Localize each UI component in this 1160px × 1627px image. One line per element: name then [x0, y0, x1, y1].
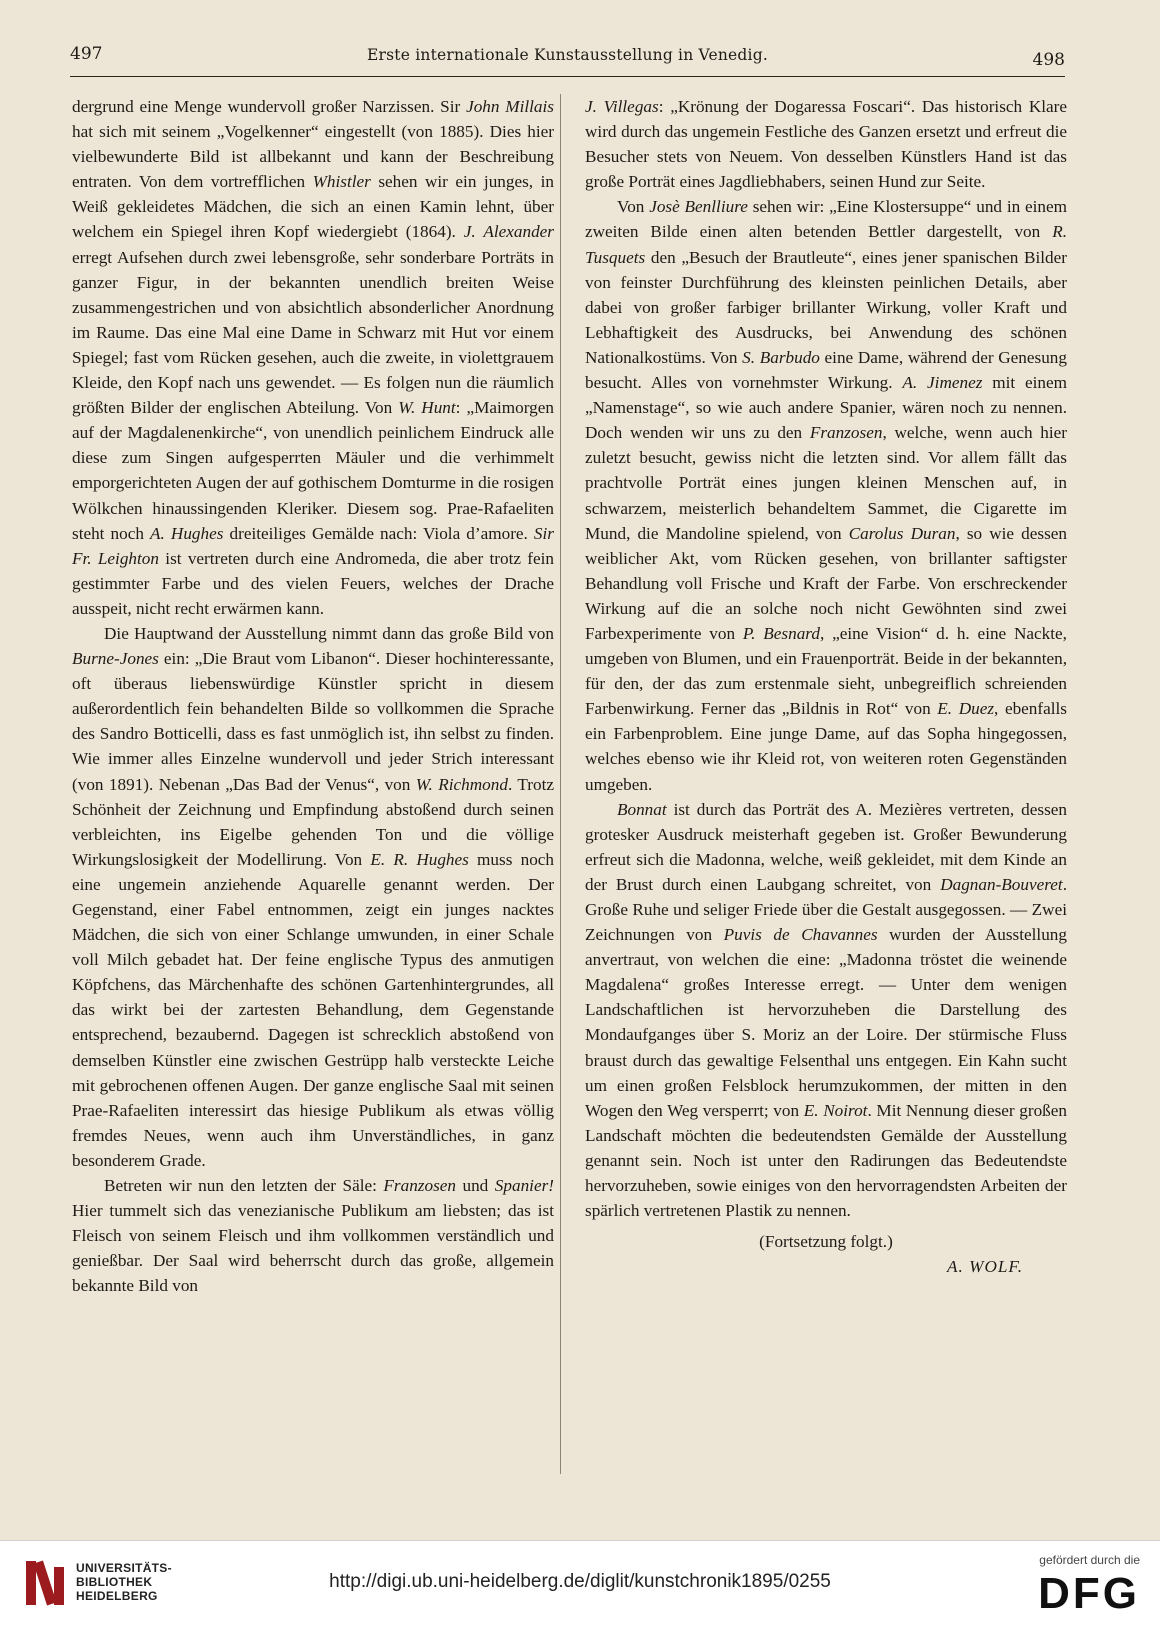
footer-bar: [0, 1540, 1160, 1627]
continuation-note: (Fortsetzung folgt.): [759, 1232, 893, 1252]
right-paragraph-3: Bonnat ist durch das Porträt des A. Mezières vertreten, dessen grotesker Ausdruck meisterhaft gegeben ist. Großer Bewunderung erfreut sich die Madonna, welche, weiß gekleidet, mit dem Kinde an der Brust durch einen Laubgang schreitet, von Dagnan-Bouveret. Große Ruhe und seliger Friede über die Gestalt ausgegossen. — Zwei Zeichnungen von Puvis de Chavannes wurden der Ausstellung anvertraut, von welchen die eine: „Madonna tröstet die weinende Magdalena“ großes Interesse erregt. — Unter dem wenigen Landschaftlichen ist hervorzuheben die Darstellung des Mondaufganges über S. Moriz an der Loire. Der stürmische Fluss braust durch das gewaltige Felsenthal uns entgegen. Ein Kahn sucht um einen großen Felsblock herumzukommen, der mitten in den Wogen den Weg versperrt; von E. Noirot. Mit Nennung dieser großen Landschaft möchten die bedeutendsten Gemälde der Ausstellung genannt sein. Noch ist unter den Radirungen das Bedeutendste hervorzuheben, sowie einiges von den hervorragendsten Arbeiten der spärlich vertretenen Plastik zu nennen.: [585, 799, 1067, 1221]
library-name: UNIVERSITÄTS- BIBLIOTHEK HEIDELBERG: [76, 1561, 172, 1603]
permalink-url[interactable]: http://digi.ub.uni-heidelberg.de/diglit/kunstchronik1895/0255: [329, 1571, 831, 1592]
column-divider: [560, 94, 561, 1474]
left-column: [72, 94, 554, 1299]
running-title: Erste internationale Kunstausstellung in Venedig.: [367, 46, 768, 64]
right-column: [585, 94, 1067, 1279]
funded-by-label: gefördert durch die: [1039, 1553, 1140, 1567]
right-page-number: 498: [1032, 50, 1065, 70]
right-paragraph-2: Von Josè Benlliure sehen wir: „Eine Klostersuppe“ und in einem zweiten Bilde einen alten betenden Bettler dargestellt, von R. Tusquets den „Besuch der Brautleute“, eines jener spanischen Bilder von feinster Durchführung des kleinsten peinlichen Details, aber dabei von großer farbiger brillanter Wirkung, voller Kraft und Lebhaftigkeit des Ausdrucks, bei Anwendung des schönen Nationalkostüms. Von S. Barbudo eine Dame, während der Genesung besucht. Alles von vornehmster Wirkung. A. Jimenez mit einem „Namenstage“, so wie auch andere Spanier, wären noch zu nennen. Doch wenden wir uns zu den Franzosen, welche, wenn auch hier zuletzt besucht, gewiss nicht die letzten sind. Vor allem fällt das prachtvolle Porträt eines jungen kleinen Menschen auf, in schwarzem, meisterlich behandeltem Sammet, die Cigarette im Mund, die Mandoline spielend, von Carolus Duran, so wie dessen weiblicher Akt, vom Rücken gesehen, von brillanter saftigster Behandlung voll Frische und Kraft der Farbe. Von erschreckender Wirkung auf die an solche noch nicht Gewöhnten sind zwei Farbexperimente von P. Besnard, „eine Vision“ d. h. eine Nackte, umgeben von Blumen, und ein Frauenporträt. Beide in der bekannten, für den, der das zum erstenmale sieht, unbegreiflich schreienden Farbenwirkung. Ferner das „Bildnis in Rot“ von E. Duez, ebenfalls ein Farbenproblem. Eine junge Dame, auf das Sopha hingegossen, welches ebenso wie ihr Kleid rot, von weiteren roten Gegenständen umgeben.: [585, 197, 1068, 794]
right-paragraph-1: J. Villegas: „Krönung der Dogaressa Foscari“. Das historisch Klare wird durch das ungemein Festliche des Ganzen ersetzt und erfreut die Besucher stets von Neuem. Von desselben Künstlers Hand ist das große Porträt eines Jagdliebhabers, seinen Hund zur Seite.: [585, 97, 1067, 192]
left-page-number: 497: [70, 44, 103, 64]
right-column-paragraphs: [585, 94, 1067, 1223]
left-paragraph-3: Betreten wir nun den letzten der Säle: Franzosen und Spanier! Hier tummelt sich das venezianische Publikum am liebsten; das ist Fleisch von seinem Fleisch und ihm vollkommen verständlich und genießbar. Der Saal wird beherrscht durch das große, allgemein bekannte Bild von: [72, 1176, 554, 1296]
dfg-logo: DFG: [1038, 1569, 1140, 1618]
left-paragraph-2: Die Hauptwand der Ausstellung nimmt dann das große Bild von Burne-Jones ein: „Die Braut vom Libanon“. Dieser hochinteressante, oft überaus liebenswürdige Künstler spricht in diesem außerordentlich fein behandelten Bilde so vollkommen die Sprache des Sandro Botticelli, dass es fast unmöglich ist, ihn selbst zu finden. Wie immer alles Einzelne wundervoll und jeder Strich interessant (von 1891). Nebenan „Das Bad der Venus“, von W. Richmond. Trotz Schönheit der Zeichnung und Empfindung abstoßend durch seinen verbleichten, ins Eigelbe gehenden Ton und die völlige Wirkungslosigkeit der Modellirung. Von E. R. Hughes muss noch eine ungemein anziehende Aquarelle genannt werden. Der Gegenstand, einer Fabel entnommen, zeigt ein junges nacktes Mädchen, die sich von einer Schlange umwunden, in einer Schale voll Milch gebadet hat. Der feine englische Typus des anmutigen Köpfchens, das Märchenhafte des schönen Gartenhintergrundes, all das wirkt bei der zartesten Behandlung, dem Gegenstande entsprechend, bezaubernd. Dagegen ist schrecklich abstoßend von demselben Künstler eine zwischen Gestrüpp halb versteckte Leiche mit gebrochenen offenen Augen. Der ganze englische Saal mit seinen Prae-Rafaeliten interessirt das hiesige Publikum als etwas völlig fremdes Neues, wenn auch ihm Unverständliches, in ganz besonderem Grade.: [72, 623, 555, 1170]
author-signature: A. WOLF.: [947, 1257, 1023, 1277]
running-header: [70, 44, 1065, 77]
left-paragraph-1: dergrund eine Menge wundervoll großer Narzissen. Sir John Millais hat sich mit seinem „Vogelkenner“ eingestellt (von 1885). Dies hier vielbewunderte Bild ist allbekannt und kann der Beschreibung entraten. Von dem vortrefflichen Whistler sehen wir ein junges, in Weiß gekleidetes Mädchen, die sich an einen Kamin lehnt, über welchem ein Spiegel ihren Kopf wiedergiebt (1864). J. Alexander erregt Aufsehen durch zwei lebensgroße, sehr sonderbare Porträts in ganzer Figur, in der bekannten unendlich breiten Weise zusammengestrichen und von absichtlich absonderlicher Anordnung im Raume. Das eine Mal eine Dame in Schwarz mit Hut vor einem Spiegel; fast vom Rücken gesehen, auch die zweite, in violettgrauem Kleide, den Kopf nach uns gewendet. — Es folgen nun die räumlich größten Bilder der englischen Abteilung. Von W. Hunt: „Maimorgen auf der Magdalenenkirche“, von unendlich peinlichem Eindruck alle diese zum Singen aufgesperrten Mäuler und die verhimmelt emporgerichteten Augen der auf gothischem Domturme in die rosigen Wölkchen hinaussingenden Kleriker. Diesem sog. Prae-Rafaeliten steht noch A. Hughes dreiteiliges Gemälde nach: Viola d’amore. Sir Fr. Leighton ist vertreten durch eine Andromeda, die aber trotz fein gestimmter Farbe und des vielen Feuers, welches der Drache ausspeit, nicht recht erwärmen kann.: [72, 97, 554, 618]
